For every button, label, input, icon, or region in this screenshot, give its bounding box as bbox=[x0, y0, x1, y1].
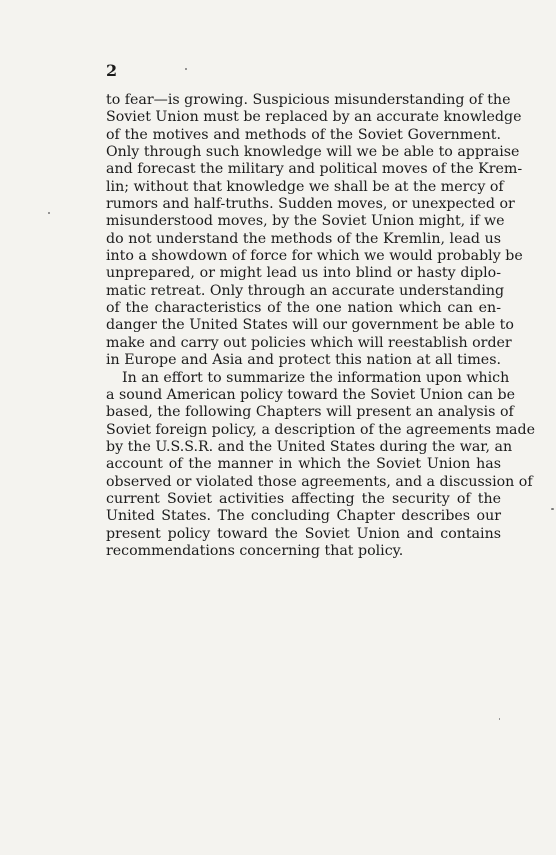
text-line: recommendations concerning that policy. bbox=[106, 542, 404, 559]
text-line: Only through such knowledge will we be able to appraise bbox=[106, 144, 520, 161]
text-line: observed or violated those agreements, and a discussion of bbox=[106, 473, 533, 490]
text-line: and forecast the military and political moves of the Krem- bbox=[106, 161, 523, 178]
text-line: current Soviet activities affecting the security of the bbox=[106, 490, 501, 507]
text-line: a sound American policy toward the Soviet Union can be bbox=[106, 386, 516, 403]
text-line: matic retreat. Only through an accurate understanding bbox=[106, 282, 505, 299]
text-line: present policy toward the Soviet Union and contains bbox=[106, 525, 501, 542]
paragraph bbox=[106, 369, 535, 561]
text-line: rumors and half-truths. Sudden moves, or unexpected or bbox=[106, 196, 515, 213]
text-line: account of the manner in which the Soviet Union has bbox=[106, 456, 501, 473]
body-text bbox=[106, 92, 535, 560]
print-speck bbox=[551, 508, 554, 510]
paragraph bbox=[106, 92, 523, 370]
text-line: into a showdown of force for which we would probably be bbox=[106, 248, 523, 265]
text-line: of the motives and methods of the Soviet Government. bbox=[106, 126, 501, 143]
text-line: in Europe and Asia and protect this nation at all times. bbox=[106, 352, 501, 369]
text-line: of the characteristics of the one nation which can en- bbox=[106, 300, 501, 317]
text-line: make and carry out policies which will reestablish order bbox=[106, 334, 512, 351]
text-line: to fear—is growing. Suspicious misunderstanding of the bbox=[106, 92, 511, 108]
text-line: based, the following Chapters will present an analysis of bbox=[106, 404, 514, 421]
text-line: danger the United States will our government be able to bbox=[106, 317, 514, 334]
text-line: by the U.S.S.R. and the United States during the war, an bbox=[106, 438, 513, 455]
print-speck bbox=[185, 68, 187, 70]
text-line: In an effort to summarize the information upon which bbox=[122, 369, 510, 386]
print-speck bbox=[499, 718, 500, 720]
print-speck bbox=[48, 212, 50, 214]
text-line: unprepared, or might lead us into blind or hasty diplo- bbox=[106, 265, 501, 282]
text-line: Soviet Union must be replaced by an accurate knowledge bbox=[106, 109, 522, 126]
page-number: 2 bbox=[106, 61, 118, 80]
text-line: do not understand the methods of the Kremlin, lead us bbox=[106, 230, 501, 247]
text-line: Soviet foreign policy, a description of the agreements made bbox=[106, 421, 535, 438]
text-line: United States. The concluding Chapter describes our bbox=[106, 508, 501, 525]
text-line: lin; without that knowledge we shall be at the mercy of bbox=[106, 178, 504, 195]
text-line: misunderstood moves, by the Soviet Union might, if we bbox=[106, 213, 505, 230]
